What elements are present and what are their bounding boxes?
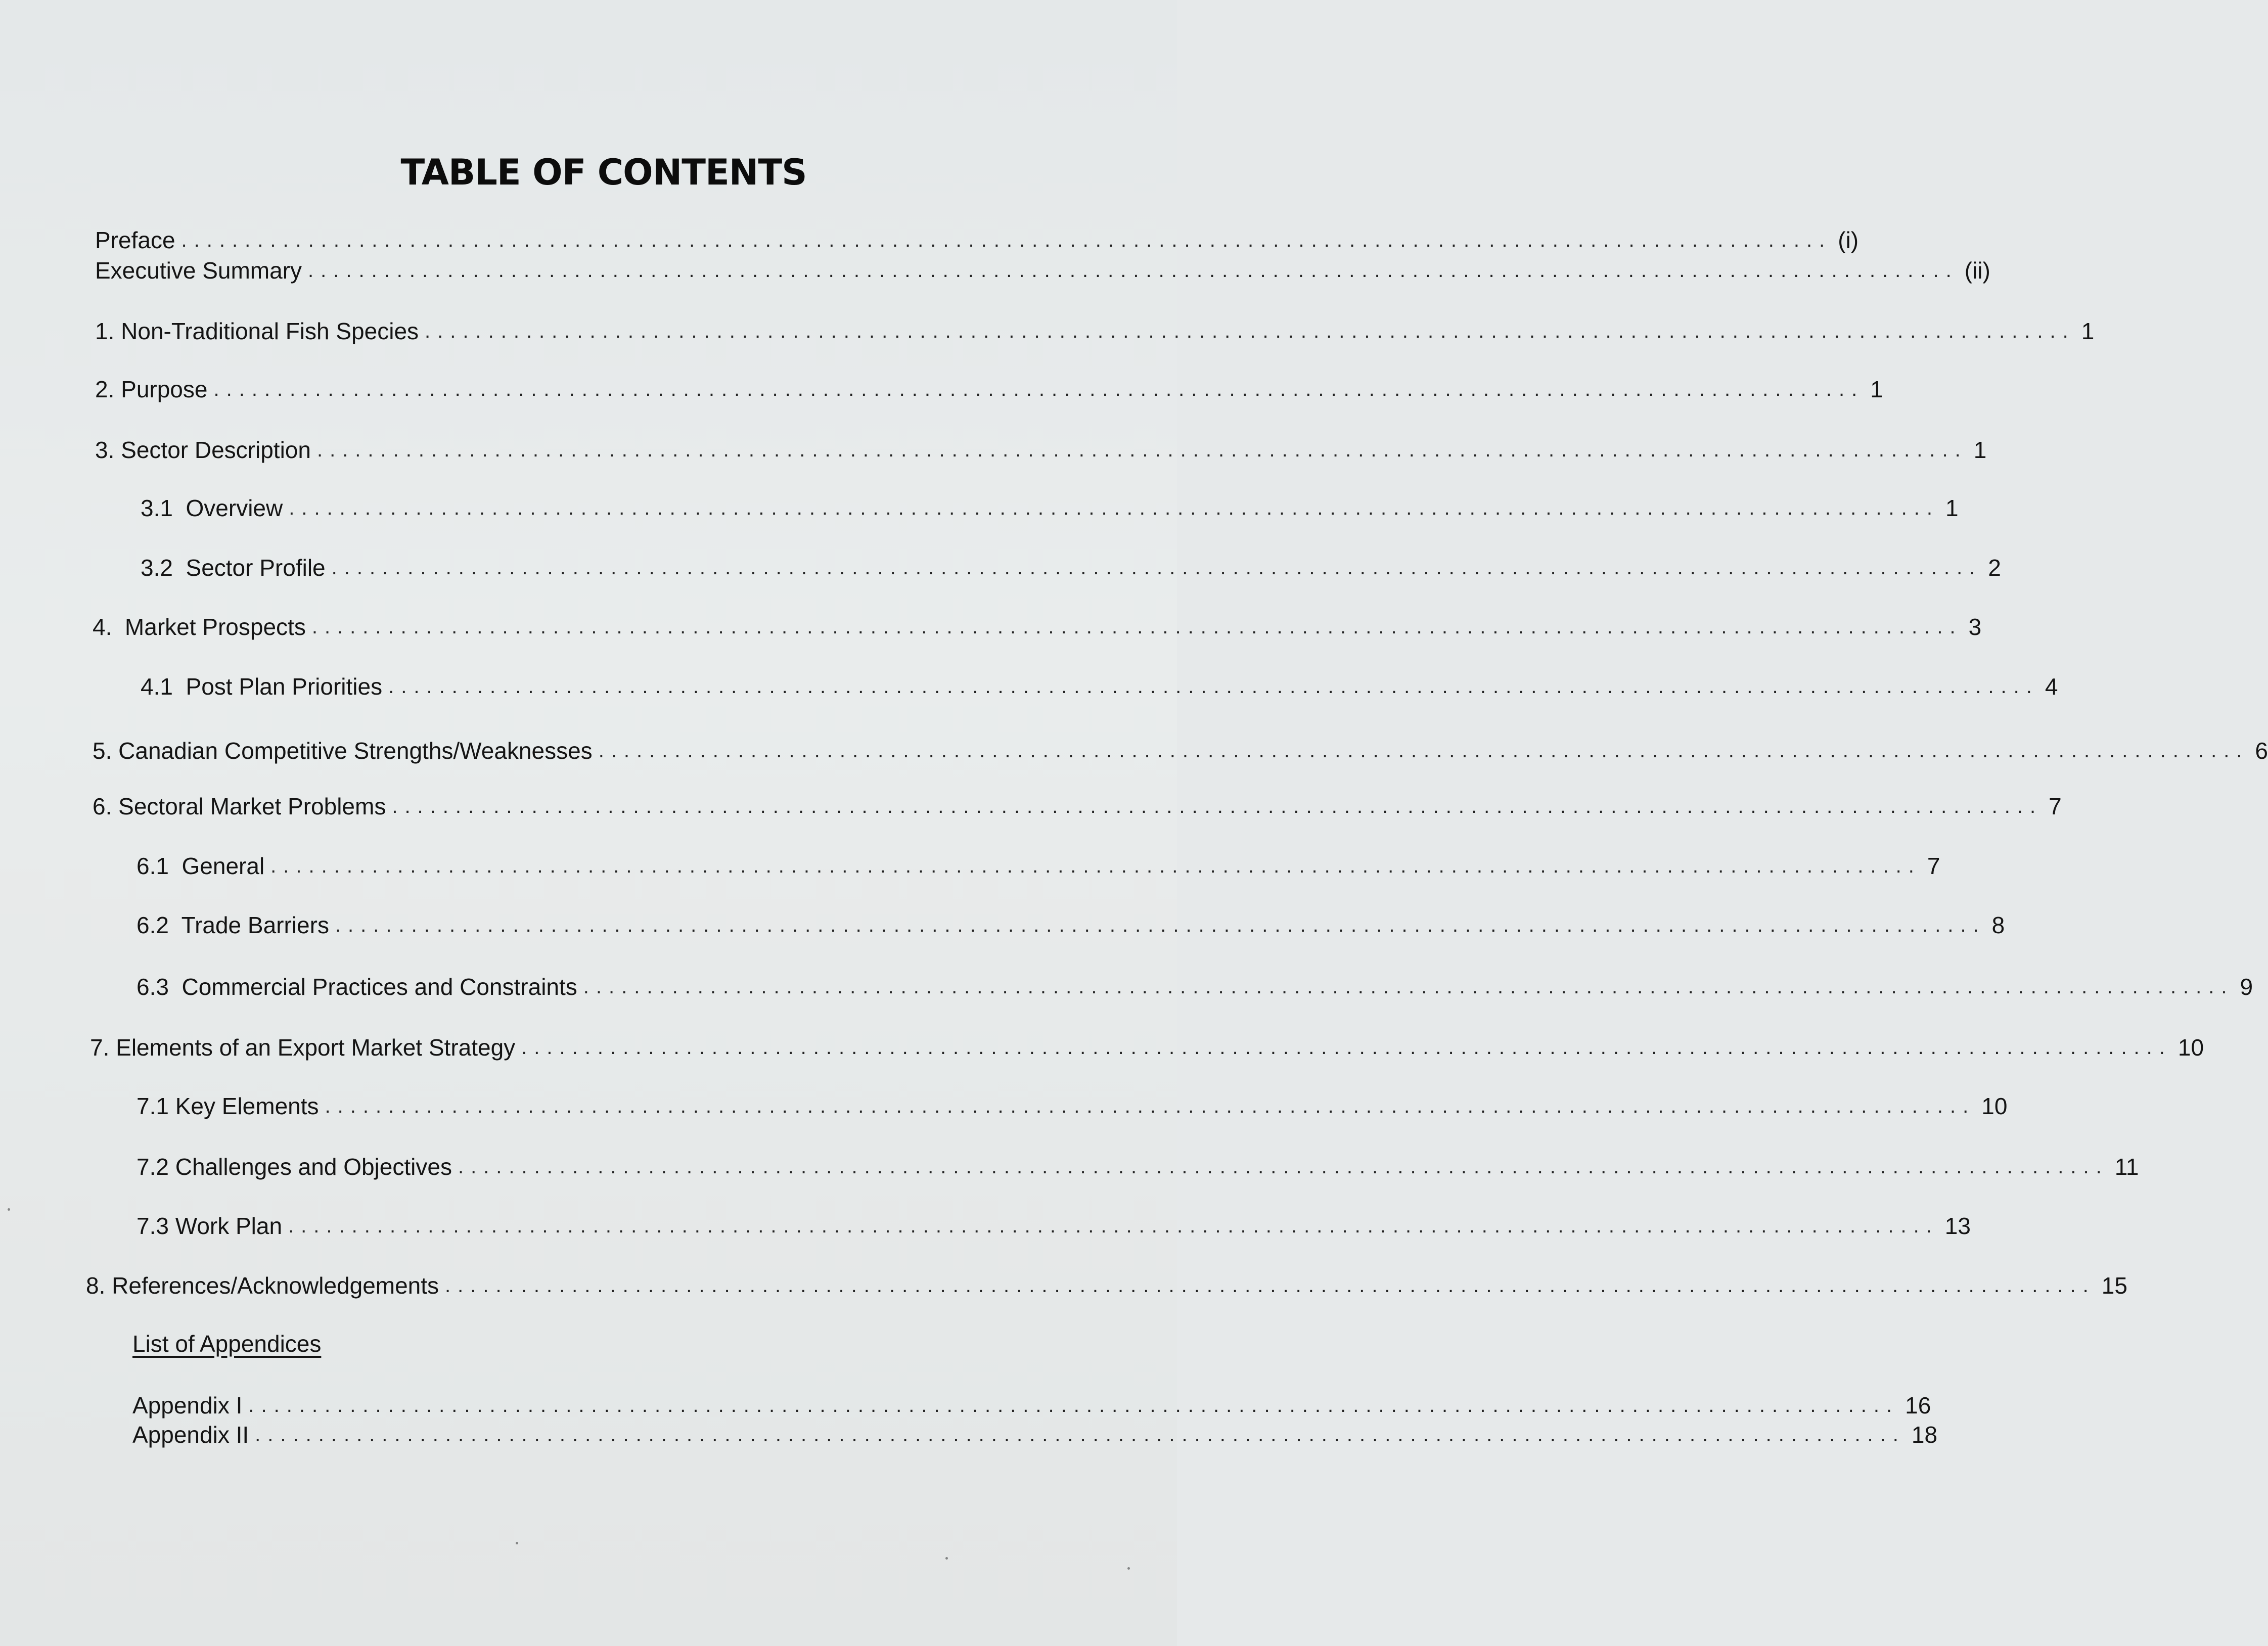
toc-entry-label: Executive Summary bbox=[95, 257, 302, 284]
toc-entry-references bbox=[86, 1270, 2127, 1301]
toc-entry-label: 6.1 General bbox=[137, 853, 265, 879]
toc-entry-page: 11 bbox=[2114, 1154, 2139, 1180]
toc-entry-page: 8 bbox=[1991, 912, 2005, 938]
toc-entry-trade-barriers bbox=[137, 910, 2005, 940]
toc-entry-page: 1 bbox=[1973, 437, 1987, 463]
toc-entry-sector-profile bbox=[141, 553, 2001, 583]
toc-entry-page: 1 bbox=[1870, 376, 1883, 402]
toc-entry-page: 18 bbox=[1911, 1422, 1938, 1448]
toc-entry-general bbox=[137, 851, 1940, 881]
toc-entry-export-market-strategy bbox=[90, 1032, 2204, 1063]
toc-entry-label: 6. Sectoral Market Problems bbox=[93, 793, 386, 819]
toc-entry-page: 7 bbox=[2049, 793, 2062, 819]
toc-entry-overview bbox=[141, 493, 1959, 523]
toc-entry-sector-description bbox=[95, 435, 1987, 465]
toc-entry-executive-summary bbox=[95, 255, 1990, 286]
toc-leader-dots: .................................................................................................................................. bbox=[458, 1156, 2109, 1178]
toc-leader-dots: .................................................................................................................................. bbox=[311, 616, 1963, 638]
page-title: TABLE OF CONTENTS bbox=[400, 152, 807, 193]
scan-speck bbox=[945, 1557, 948, 1560]
toc-entry-page: 16 bbox=[1905, 1392, 1931, 1419]
toc-entry-label: 3.1 Overview bbox=[141, 495, 283, 521]
toc-entry-label: 2. Purpose bbox=[95, 376, 208, 402]
toc-entry-preface bbox=[95, 225, 1859, 255]
toc-leader-dots: .................................................................................................................................. bbox=[316, 439, 1968, 461]
toc-entry-page: 1 bbox=[1945, 495, 1959, 521]
toc-leader-dots: .................................................................................................................................. bbox=[392, 795, 2043, 817]
toc-leader-dots: .................................................................................................................................. bbox=[181, 229, 1832, 251]
toc-entry-page: (i) bbox=[1838, 227, 1859, 253]
toc-entry-key-elements bbox=[137, 1091, 2008, 1121]
toc-leader-dots: .................................................................................................................................. bbox=[288, 1215, 1939, 1237]
toc-entry-page: 4 bbox=[2045, 673, 2058, 700]
toc-entry-label: Appendix I bbox=[132, 1392, 243, 1419]
toc-entry-page: 9 bbox=[2240, 974, 2253, 1000]
scan-speck bbox=[516, 1542, 518, 1544]
toc-entry-label: Appendix II bbox=[132, 1422, 249, 1448]
toc-entry-non-traditional-fish-species bbox=[95, 316, 2095, 346]
toc-entry-page: (ii) bbox=[1964, 257, 1990, 284]
toc-leader-dots: .................................................................................................................................. bbox=[335, 914, 1986, 936]
toc-entry-challenges-objectives bbox=[137, 1152, 2139, 1182]
toc-entry-page: 13 bbox=[1944, 1213, 1971, 1239]
toc-entry-label: 1. Non-Traditional Fish Species bbox=[95, 318, 419, 344]
toc-entry-work-plan bbox=[137, 1211, 1971, 1241]
toc-entry-label: 6.3 Commercial Practices and Constraints bbox=[137, 974, 577, 1000]
toc-leader-dots: .................................................................................................................................. bbox=[270, 855, 1921, 877]
toc-leader-dots: .................................................................................................................................. bbox=[598, 740, 2249, 762]
toc-entry-page: 2 bbox=[1988, 555, 2001, 581]
toc-entry-label: 7.3 Work Plan bbox=[137, 1213, 283, 1239]
toc-entry-competitive-strengths bbox=[93, 736, 2268, 766]
toc-leader-dots: .................................................................................................................................. bbox=[583, 976, 2234, 998]
toc-entry-label: 5. Canadian Competitive Strengths/Weaknesses bbox=[93, 738, 593, 764]
toc-leader-dots: .................................................................................................................................. bbox=[521, 1036, 2172, 1059]
toc-entry-appendix-ii bbox=[132, 1420, 1938, 1450]
toc-leader-dots: .................................................................................................................................. bbox=[289, 497, 1939, 519]
scan-speck bbox=[8, 1208, 10, 1211]
toc-entry-label: 4. Market Prospects bbox=[93, 614, 306, 640]
appendices-heading: List of Appendices bbox=[132, 1331, 322, 1357]
toc-entry-label: 3.2 Sector Profile bbox=[141, 555, 326, 581]
toc-entry-label: 7.2 Challenges and Objectives bbox=[137, 1154, 452, 1180]
toc-entry-label: 3. Sector Description bbox=[95, 437, 311, 463]
toc-entry-page: 10 bbox=[2178, 1034, 2204, 1061]
toc-entry-commercial-practices bbox=[137, 972, 2253, 1002]
toc-entry-label: 7.1 Key Elements bbox=[137, 1093, 319, 1119]
toc-entry-label: 6.2 Trade Barriers bbox=[137, 912, 329, 938]
toc-entry-purpose bbox=[95, 374, 1883, 404]
toc-leader-dots: .................................................................................................................................. bbox=[388, 675, 2039, 698]
toc-entry-label: 8. References/Acknowledgements bbox=[86, 1272, 439, 1299]
toc-leader-dots: .................................................................................................................................. bbox=[425, 320, 2075, 342]
toc-leader-dots: .................................................................................................................................. bbox=[248, 1394, 1899, 1416]
toc-leader-dots: .................................................................................................................................. bbox=[331, 557, 1982, 579]
toc-entry-page: 15 bbox=[2101, 1272, 2127, 1299]
toc-entry-page: 6 bbox=[2255, 738, 2268, 764]
toc-leader-dots: .................................................................................................................................. bbox=[308, 259, 1959, 282]
toc-entry-label: 7. Elements of an Export Market Strategy bbox=[90, 1034, 516, 1061]
toc-leader-dots: .................................................................................................................................. bbox=[213, 378, 1865, 400]
toc-entry-post-plan-priorities bbox=[141, 671, 2058, 702]
toc-entry-page: 7 bbox=[1927, 853, 1940, 879]
toc-entry-market-prospects bbox=[93, 612, 1982, 642]
toc-entry-label: 4.1 Post Plan Priorities bbox=[141, 673, 383, 700]
toc-entry-page: 1 bbox=[2081, 318, 2095, 344]
toc-entry-label: Preface bbox=[95, 227, 175, 253]
toc-leader-dots: .................................................................................................................................. bbox=[255, 1424, 1906, 1446]
toc-leader-dots: .................................................................................................................................. bbox=[325, 1095, 1976, 1117]
toc-entry-page: 3 bbox=[1968, 614, 1982, 640]
toc-entry-sectoral-market-problems bbox=[93, 791, 2062, 821]
toc-entry-page: 10 bbox=[1981, 1093, 2008, 1119]
scan-speck bbox=[1127, 1567, 1130, 1570]
toc-entry-appendix-i bbox=[132, 1390, 1931, 1421]
toc-leader-dots: .................................................................................................................................. bbox=[445, 1274, 2096, 1297]
